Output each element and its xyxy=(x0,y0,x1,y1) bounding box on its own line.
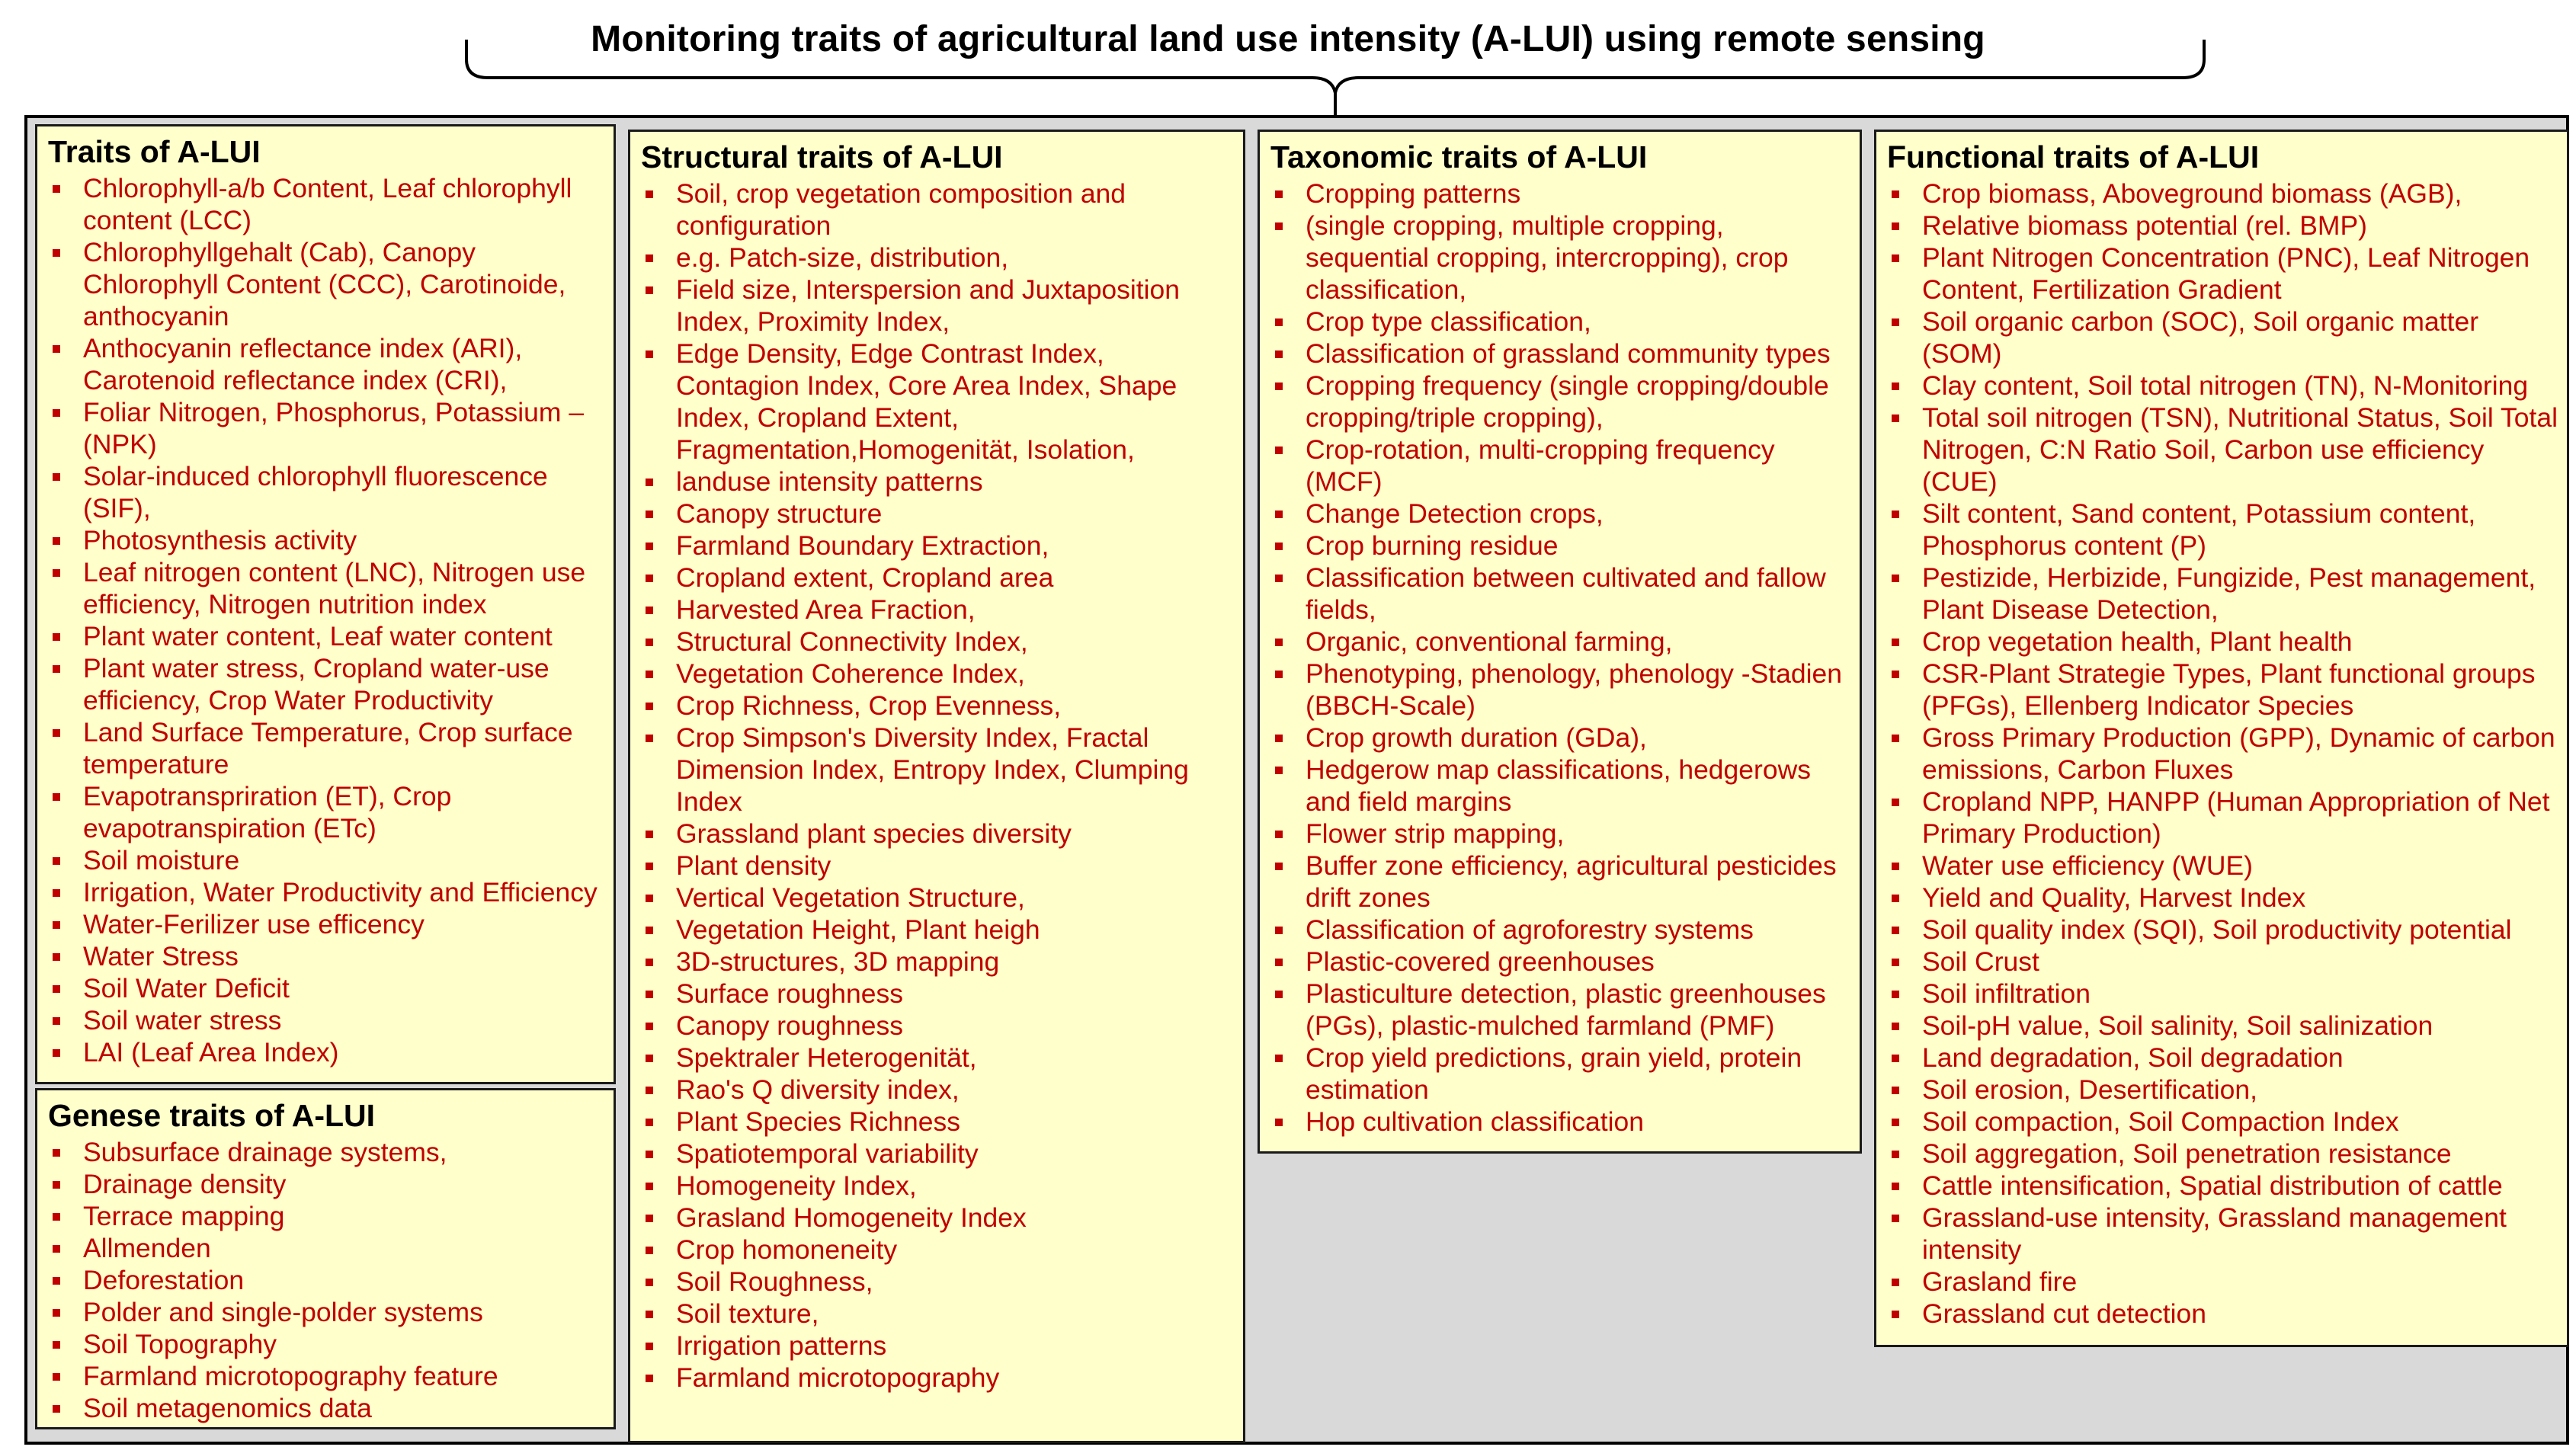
box-heading: Traits of A-LUI xyxy=(48,134,261,169)
list-item: Spektraler Heterogenität, xyxy=(641,1042,1234,1074)
list-item: Soil infiltration xyxy=(1887,978,2558,1010)
list-item: Chlorophyllgehalt (Cab), Canopy Chlorophyll Content (CCC), Carotinoide, anthocyanin xyxy=(48,236,604,332)
list-item: Cropping patterns xyxy=(1270,178,1850,210)
item-list xyxy=(48,1136,604,1424)
list-item: Soil texture, xyxy=(641,1298,1234,1330)
list-item: Surface roughness xyxy=(641,978,1234,1010)
list-item: Soil water stress xyxy=(48,1004,604,1036)
list-item: Soil Water Deficit xyxy=(48,972,604,1004)
list-item: Subsurface drainage systems, xyxy=(48,1136,604,1168)
list-item: Water Stress xyxy=(48,940,604,972)
list-item: Terrace mapping xyxy=(48,1200,604,1232)
list-item: Crop Richness, Crop Evenness, xyxy=(641,690,1234,722)
list-item: Drainage density xyxy=(48,1168,604,1200)
list-item: Cropping frequency (single cropping/double cropping/triple cropping), xyxy=(1270,370,1850,434)
list-item: Edge Density, Edge Contrast Index, Contagion Index, Core Area Index, Shape Index, Cropland Extent, Fragmentation,Homogenität, Isolation, xyxy=(641,338,1234,466)
list-item: Anthocyanin reflectance index (ARI), Carotenoid reflectance index (CRI), xyxy=(48,332,604,396)
list-item: Grassland-use intensity, Grassland management intensity xyxy=(1887,1202,2558,1266)
diagram-title: Monitoring traits of agricultural land use intensity (A-LUI) using remote sensing xyxy=(591,19,1985,59)
list-item: Organic, conventional farming, xyxy=(1270,626,1850,658)
list-item: Canopy structure xyxy=(641,498,1234,530)
list-item: Soil moisture xyxy=(48,844,604,876)
list-item: Cropland extent, Cropland area xyxy=(641,562,1234,594)
item-list xyxy=(641,178,1234,1394)
list-item: Classification of grassland community types xyxy=(1270,338,1850,370)
list-item: Buffer zone efficiency, agricultural pesticides drift zones xyxy=(1270,850,1850,914)
list-item: Silt content, Sand content, Potassium content, Phosphorus content (P) xyxy=(1887,498,2558,562)
list-item: Allmenden xyxy=(48,1232,604,1264)
list-item: Chlorophyll-a/b Content, Leaf chlorophyll content (LCC) xyxy=(48,172,604,236)
list-item: Land degradation, Soil degradation xyxy=(1887,1042,2558,1074)
list-item: Crop vegetation health, Plant health xyxy=(1887,626,2558,658)
list-item: Farmland microtopography xyxy=(641,1362,1234,1394)
list-item: Hop cultivation classification xyxy=(1270,1106,1850,1138)
list-item: Solar-induced chlorophyll fluorescence (SIF), xyxy=(48,460,604,524)
list-item: Plant Species Richness xyxy=(641,1106,1234,1138)
list-item: Soil Roughness, xyxy=(641,1266,1234,1298)
taxonomic-traits-box xyxy=(1258,130,1862,1154)
item-list xyxy=(1270,178,1850,1138)
list-item: CSR-Plant Strategie Types, Plant functional groups (PFGs), Ellenberg Indicator Species xyxy=(1887,658,2558,722)
list-item: Plant water stress, Cropland water-use efficiency, Crop Water Productivity xyxy=(48,652,604,716)
list-item: Plant water content, Leaf water content xyxy=(48,620,604,652)
list-item: Soil Topography xyxy=(48,1328,604,1360)
list-item: Crop burning residue xyxy=(1270,530,1850,562)
list-item: Plasticulture detection, plastic greenhouses (PGs), plastic-mulched farmland (PMF) xyxy=(1270,978,1850,1042)
list-item: Soil compaction, Soil Compaction Index xyxy=(1887,1106,2558,1138)
list-item: Grassland cut detection xyxy=(1887,1298,2558,1330)
list-item: Polder and single-polder systems xyxy=(48,1296,604,1328)
list-item: LAI (Leaf Area Index) xyxy=(48,1036,604,1068)
structural-traits-box xyxy=(628,130,1245,1443)
list-item: Land Surface Temperature, Crop surface temperature xyxy=(48,716,604,780)
list-item: (single cropping, multiple cropping, sequential cropping, intercropping), crop classification, xyxy=(1270,210,1850,306)
list-item: Farmland microtopography feature xyxy=(48,1360,604,1392)
list-item: Pestizide, Herbizide, Fungizide, Pest management, Plant Disease Detection, xyxy=(1887,562,2558,626)
list-item: Soil, crop vegetation composition and configuration xyxy=(641,178,1234,242)
list-item: Leaf nitrogen content (LNC), Nitrogen use efficiency, Nitrogen nutrition index xyxy=(48,556,604,620)
list-item: Total soil nitrogen (TSN), Nutritional Status, Soil Total Nitrogen, C:N Ratio Soil, Carbon use efficiency (CUE) xyxy=(1887,402,2558,498)
list-item: Plant Nitrogen Concentration (PNC), Leaf Nitrogen Content, Fertilization Gradient xyxy=(1887,242,2558,306)
list-item: Flower strip mapping, xyxy=(1270,818,1850,850)
functional-traits-box xyxy=(1874,130,2569,1347)
list-item: Phenotyping, phenology, phenology -Stadien (BBCH-Scale) xyxy=(1270,658,1850,722)
box-heading: Genese traits of A-LUI xyxy=(48,1098,376,1133)
list-item: Water-Ferilizer use efficency xyxy=(48,908,604,940)
list-item: landuse intensity patterns xyxy=(641,466,1234,498)
title-brace xyxy=(0,0,2576,122)
list-item: Soil organic carbon (SOC), Soil organic matter (SOM) xyxy=(1887,306,2558,370)
traits-box xyxy=(35,124,616,1084)
list-item: Farmland Boundary Extraction, xyxy=(641,530,1234,562)
list-item: Irrigation, Water Productivity and Efficiency xyxy=(48,876,604,908)
list-item: Homogeneity Index, xyxy=(641,1170,1234,1202)
list-item: Crop-rotation, multi-cropping frequency (MCF) xyxy=(1270,434,1850,498)
list-item: Yield and Quality, Harvest Index xyxy=(1887,882,2558,914)
list-item: Soil aggregation, Soil penetration resistance xyxy=(1887,1138,2558,1170)
list-item: Crop growth duration (GDa), xyxy=(1270,722,1850,754)
list-item: Photosynthesis activity xyxy=(48,524,604,556)
list-item: Gross Primary Production (GPP), Dynamic of carbon emissions, Carbon Fluxes xyxy=(1887,722,2558,786)
list-item: Change Detection crops, xyxy=(1270,498,1850,530)
list-item: Cropland NPP, HANPP (Human Appropriation of Net Primary Production) xyxy=(1887,786,2558,850)
list-item: Classification between cultivated and fallow fields, xyxy=(1270,562,1850,626)
list-item: Plastic-covered greenhouses xyxy=(1270,946,1850,978)
list-item: Vegetation Coherence Index, xyxy=(641,658,1234,690)
list-item: Vegetation Height, Plant heigh xyxy=(641,914,1234,946)
list-item: Soil metagenomics data xyxy=(48,1392,604,1424)
list-item: Soil quality index (SQI), Soil productivity potential xyxy=(1887,914,2558,946)
list-item: Crop biomass, Aboveground biomass (AGB), xyxy=(1887,178,2558,210)
box-heading: Taxonomic traits of A-LUI xyxy=(1270,139,1648,174)
list-item: Vertical Vegetation Structure, xyxy=(641,882,1234,914)
list-item: Relative biomass potential (rel. BMP) xyxy=(1887,210,2558,242)
list-item: Spatiotemporal variability xyxy=(641,1138,1234,1170)
genese-traits-box xyxy=(35,1088,616,1429)
list-item: Grasland fire xyxy=(1887,1266,2558,1298)
list-item: Rao's Q diversity index, xyxy=(641,1074,1234,1106)
list-item: Hedgerow map classifications, hedgerows and field margins xyxy=(1270,754,1850,818)
list-item: Grassland plant species diversity xyxy=(641,818,1234,850)
list-item: Crop homoneneity xyxy=(641,1234,1234,1266)
list-item: Evapotranspriration (ET), Crop evapotranspiration (ETc) xyxy=(48,780,604,844)
list-item: Soil erosion, Desertification, xyxy=(1887,1074,2558,1106)
list-item: Water use efficiency (WUE) xyxy=(1887,850,2558,882)
list-item: 3D-structures, 3D mapping xyxy=(641,946,1234,978)
list-item: Soil Crust xyxy=(1887,946,2558,978)
list-item: Crop Simpson's Diversity Index, Fractal Dimension Index, Entropy Index, Clumping Index xyxy=(641,722,1234,818)
list-item: Irrigation patterns xyxy=(641,1330,1234,1362)
list-item: Plant density xyxy=(641,850,1234,882)
list-item: e.g. Patch-size, distribution, xyxy=(641,242,1234,274)
list-item: Crop yield predictions, grain yield, protein estimation xyxy=(1270,1042,1850,1106)
list-item: Deforestation xyxy=(48,1264,604,1296)
list-item: Clay content, Soil total nitrogen (TN), N-Monitoring xyxy=(1887,370,2558,402)
list-item: Grasland Homogeneity Index xyxy=(641,1202,1234,1234)
list-item: Foliar Nitrogen, Phosphorus, Potassium – (NPK) xyxy=(48,396,604,460)
list-item: Soil-pH value, Soil salinity, Soil salinization xyxy=(1887,1010,2558,1042)
list-item: Canopy roughness xyxy=(641,1010,1234,1042)
box-heading: Functional traits of A-LUI xyxy=(1887,139,2260,174)
item-list xyxy=(1887,178,2558,1330)
list-item: Field size, Interspersion and Juxtaposition Index, Proximity Index, xyxy=(641,274,1234,338)
list-item: Classification of agroforestry systems xyxy=(1270,914,1850,946)
box-heading: Structural traits of A-LUI xyxy=(641,139,1003,174)
list-item: Harvested Area Fraction, xyxy=(641,594,1234,626)
item-list xyxy=(48,172,604,1068)
list-item: Structural Connectivity Index, xyxy=(641,626,1234,658)
list-item: Cattle intensification, Spatial distribution of cattle xyxy=(1887,1170,2558,1202)
list-item: Crop type classification, xyxy=(1270,306,1850,338)
